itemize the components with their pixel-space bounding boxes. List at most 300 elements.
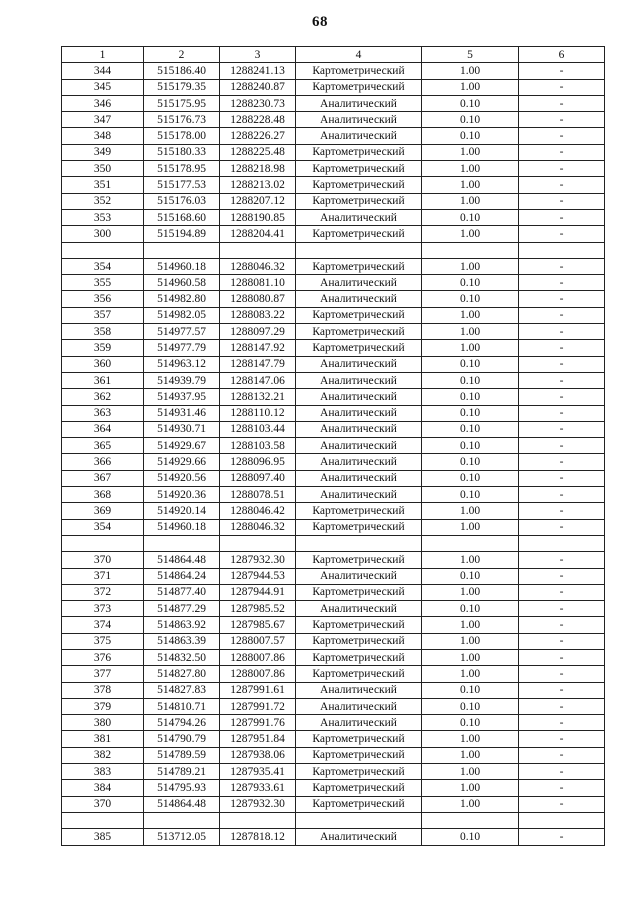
table-row: [62, 405, 605, 421]
table-row: [62, 95, 605, 111]
table-cell: Картометрический: [296, 307, 422, 323]
table-cell: 1288225.48: [220, 144, 296, 160]
table-row: [62, 291, 605, 307]
table-cell: 1288147.79: [220, 356, 296, 372]
table-cell: [62, 242, 144, 258]
table-cell: 381: [62, 731, 144, 747]
table-cell: Картометрический: [296, 144, 422, 160]
column-header: 2: [144, 47, 220, 63]
table-row: [62, 552, 605, 568]
table-cell: -: [519, 503, 605, 519]
table-cell: 514789.59: [144, 747, 220, 763]
table-cell: Картометрический: [296, 79, 422, 95]
table-cell: -: [519, 226, 605, 242]
table-cell: Картометрический: [296, 161, 422, 177]
table-row: [62, 601, 605, 617]
table-cell: Картометрический: [296, 780, 422, 796]
table-cell: 514960.58: [144, 275, 220, 291]
table-cell: 361: [62, 372, 144, 388]
table-cell: 370: [62, 796, 144, 812]
table-cell: 349: [62, 144, 144, 160]
table-cell: Картометрический: [296, 63, 422, 79]
table-cell: 0.10: [422, 389, 519, 405]
table-cell: Аналитический: [296, 568, 422, 584]
table-row: [62, 633, 605, 649]
table-cell: 0.10: [422, 454, 519, 470]
table-cell: -: [519, 421, 605, 437]
table-cell: 1287991.72: [220, 698, 296, 714]
table-cell: [519, 812, 605, 828]
table-cell: -: [519, 291, 605, 307]
table-cell: 0.10: [422, 601, 519, 617]
table-cell: 375: [62, 633, 144, 649]
table-cell: 1.00: [422, 307, 519, 323]
table-cell: 368: [62, 487, 144, 503]
table-cell: 367: [62, 470, 144, 486]
table-cell: Картометрический: [296, 666, 422, 682]
table-row: [62, 144, 605, 160]
table-cell: Аналитический: [296, 128, 422, 144]
table-cell: 1288007.86: [220, 666, 296, 682]
table-row: [62, 193, 605, 209]
table-row: [62, 649, 605, 665]
table-cell: Картометрический: [296, 552, 422, 568]
table-cell: -: [519, 715, 605, 731]
table-cell: 384: [62, 780, 144, 796]
table-row: [62, 63, 605, 79]
table-cell: 514863.39: [144, 633, 220, 649]
table-cell: -: [519, 389, 605, 405]
table-cell: -: [519, 633, 605, 649]
table-cell: Картометрический: [296, 731, 422, 747]
table-cell: 514977.79: [144, 340, 220, 356]
table-cell: 1.00: [422, 552, 519, 568]
table-cell: 364: [62, 421, 144, 437]
table-cell: 1.00: [422, 617, 519, 633]
table-cell: Аналитический: [296, 454, 422, 470]
table-cell: 514960.18: [144, 258, 220, 274]
table-row: [62, 324, 605, 340]
table-cell: 362: [62, 389, 144, 405]
table-cell: -: [519, 617, 605, 633]
table-cell: 1287933.61: [220, 780, 296, 796]
table-cell: -: [519, 764, 605, 780]
table-row: [62, 747, 605, 763]
table-cell: 1288046.32: [220, 258, 296, 274]
table-cell: 377: [62, 666, 144, 682]
table-cell: 515178.95: [144, 161, 220, 177]
table-cell: 515175.95: [144, 95, 220, 111]
table-cell: 1.00: [422, 796, 519, 812]
table-cell: 0.10: [422, 405, 519, 421]
table-cell: 515177.53: [144, 177, 220, 193]
table-cell: 379: [62, 698, 144, 714]
table-cell: 351: [62, 177, 144, 193]
table-cell: 513712.05: [144, 829, 220, 845]
table-cell: -: [519, 63, 605, 79]
table-cell: 1.00: [422, 764, 519, 780]
table-cell: -: [519, 829, 605, 845]
table-cell: 369: [62, 503, 144, 519]
table-cell: 1288213.02: [220, 177, 296, 193]
table-cell: 1287938.06: [220, 747, 296, 763]
table-cell: 1287951.84: [220, 731, 296, 747]
table-cell: 365: [62, 438, 144, 454]
table-cell: [296, 242, 422, 258]
table-row: [62, 79, 605, 95]
table-cell: -: [519, 584, 605, 600]
table-cell: Аналитический: [296, 715, 422, 731]
table-cell: Аналитический: [296, 470, 422, 486]
table-cell: 1288103.44: [220, 421, 296, 437]
table-cell: 1.00: [422, 666, 519, 682]
table-cell: -: [519, 682, 605, 698]
table-cell: 1288046.42: [220, 503, 296, 519]
table-cell: Аналитический: [296, 112, 422, 128]
table-cell: 1288230.73: [220, 95, 296, 111]
table-cell: 0.10: [422, 715, 519, 731]
table-cell: 1287944.91: [220, 584, 296, 600]
table-cell: Картометрический: [296, 617, 422, 633]
table-cell: 1288103.58: [220, 438, 296, 454]
table-cell: 1288046.32: [220, 519, 296, 535]
table-cell: 0.10: [422, 438, 519, 454]
table-cell: 373: [62, 601, 144, 617]
table-cell: 514920.14: [144, 503, 220, 519]
table-cell: Аналитический: [296, 95, 422, 111]
table-cell: 385: [62, 829, 144, 845]
table-row: [62, 568, 605, 584]
table-cell: 378: [62, 682, 144, 698]
table-cell: 514789.21: [144, 764, 220, 780]
table-row: [62, 258, 605, 274]
table-cell: 515180.33: [144, 144, 220, 160]
table-cell: 366: [62, 454, 144, 470]
table-row: [62, 307, 605, 323]
table-cell: [144, 242, 220, 258]
table-cell: 1.00: [422, 226, 519, 242]
table-cell: 0.10: [422, 568, 519, 584]
table-row: [62, 796, 605, 812]
table-cell: Картометрический: [296, 633, 422, 649]
table-cell: 348: [62, 128, 144, 144]
table-cell: 1.00: [422, 633, 519, 649]
table-cell: -: [519, 731, 605, 747]
table-row: [62, 356, 605, 372]
table-cell: [422, 535, 519, 551]
table-cell: 514827.83: [144, 682, 220, 698]
column-header: 1: [62, 47, 144, 63]
table-cell: 1287991.76: [220, 715, 296, 731]
table-cell: 360: [62, 356, 144, 372]
table-cell: Аналитический: [296, 275, 422, 291]
table-cell: [422, 242, 519, 258]
table-cell: [144, 812, 220, 828]
table-cell: 350: [62, 161, 144, 177]
table-cell: 514877.40: [144, 584, 220, 600]
table-cell: 514930.71: [144, 421, 220, 437]
table-cell: Картометрический: [296, 258, 422, 274]
page-number: 68: [312, 14, 328, 30]
table-cell: [296, 535, 422, 551]
table-cell: 514929.67: [144, 438, 220, 454]
table-cell: 376: [62, 649, 144, 665]
table-cell: 1.00: [422, 519, 519, 535]
table-cell: -: [519, 324, 605, 340]
table-cell: 1287932.30: [220, 796, 296, 812]
table-cell: 374: [62, 617, 144, 633]
table-cell: Картометрический: [296, 193, 422, 209]
coordinates-table: [61, 46, 605, 846]
table-cell: 514929.66: [144, 454, 220, 470]
table-cell: 515194.89: [144, 226, 220, 242]
table-cell: 1288110.12: [220, 405, 296, 421]
table-cell: 1288080.87: [220, 291, 296, 307]
table-row: [62, 780, 605, 796]
table-cell: -: [519, 144, 605, 160]
table-cell: -: [519, 649, 605, 665]
table-cell: Аналитический: [296, 372, 422, 388]
table-cell: 1288083.22: [220, 307, 296, 323]
table-cell: -: [519, 258, 605, 274]
table-cell: 1.00: [422, 747, 519, 763]
table-cell: 514931.46: [144, 405, 220, 421]
table-cell: 0.10: [422, 291, 519, 307]
table-cell: -: [519, 356, 605, 372]
table-cell: [220, 535, 296, 551]
table-cell: 514827.80: [144, 666, 220, 682]
table-cell: 515178.00: [144, 128, 220, 144]
table-spacer-row: [62, 242, 605, 258]
table-cell: 1288097.29: [220, 324, 296, 340]
table-cell: 514937.95: [144, 389, 220, 405]
table-row: [62, 617, 605, 633]
table-cell: Аналитический: [296, 389, 422, 405]
table-cell: [519, 242, 605, 258]
table-row: [62, 454, 605, 470]
table-spacer-row: [62, 812, 605, 828]
table-cell: 372: [62, 584, 144, 600]
table-cell: Аналитический: [296, 291, 422, 307]
table-row: [62, 503, 605, 519]
table-cell: -: [519, 568, 605, 584]
table-cell: 371: [62, 568, 144, 584]
table-cell: Аналитический: [296, 682, 422, 698]
table-cell: 1288007.57: [220, 633, 296, 649]
table-cell: 515186.40: [144, 63, 220, 79]
table-cell: 514864.48: [144, 796, 220, 812]
table-cell: 1.00: [422, 144, 519, 160]
table-row: [62, 519, 605, 535]
table-cell: 1287935.41: [220, 764, 296, 780]
table-row: [62, 698, 605, 714]
table-cell: 1288147.92: [220, 340, 296, 356]
table-cell: 514810.71: [144, 698, 220, 714]
column-header: 5: [422, 47, 519, 63]
table-cell: 1287932.30: [220, 552, 296, 568]
table-cell: 514864.24: [144, 568, 220, 584]
column-header: 3: [220, 47, 296, 63]
table-cell: 514864.48: [144, 552, 220, 568]
table-cell: 1288078.51: [220, 487, 296, 503]
table-row: [62, 340, 605, 356]
table-cell: Аналитический: [296, 356, 422, 372]
table-cell: -: [519, 340, 605, 356]
table-cell: -: [519, 487, 605, 503]
table-row: [62, 209, 605, 225]
table-row: [62, 715, 605, 731]
table-cell: 1288226.27: [220, 128, 296, 144]
table-cell: -: [519, 796, 605, 812]
table-cell: 1.00: [422, 177, 519, 193]
column-header: 4: [296, 47, 422, 63]
table-cell: Аналитический: [296, 209, 422, 225]
table-cell: -: [519, 747, 605, 763]
table-row: [62, 128, 605, 144]
table-cell: 1287944.53: [220, 568, 296, 584]
table-cell: 0.10: [422, 95, 519, 111]
table-cell: 514963.12: [144, 356, 220, 372]
table-cell: Картометрический: [296, 519, 422, 535]
table-row: [62, 177, 605, 193]
table-cell: 1288081.10: [220, 275, 296, 291]
table-cell: 344: [62, 63, 144, 79]
table-cell: 300: [62, 226, 144, 242]
table-row: [62, 275, 605, 291]
table-cell: 380: [62, 715, 144, 731]
table-cell: 515176.03: [144, 193, 220, 209]
table-cell: 1.00: [422, 584, 519, 600]
table-cell: -: [519, 552, 605, 568]
table-row: [62, 584, 605, 600]
table-cell: 1288132.21: [220, 389, 296, 405]
table-cell: 1.00: [422, 63, 519, 79]
table-cell: 1.00: [422, 79, 519, 95]
table-cell: 514939.79: [144, 372, 220, 388]
table-cell: [296, 812, 422, 828]
table-cell: 345: [62, 79, 144, 95]
table-cell: -: [519, 698, 605, 714]
table-cell: Картометрический: [296, 764, 422, 780]
table-cell: -: [519, 405, 605, 421]
table-cell: 1287818.12: [220, 829, 296, 845]
table-spacer-row: [62, 535, 605, 551]
table-row: [62, 731, 605, 747]
table-cell: 1288190.85: [220, 209, 296, 225]
table-row: [62, 682, 605, 698]
table-cell: -: [519, 209, 605, 225]
table-row: [62, 438, 605, 454]
table-cell: 0.10: [422, 829, 519, 845]
table-cell: 0.10: [422, 698, 519, 714]
table-cell: 1.00: [422, 324, 519, 340]
table-cell: 0.10: [422, 275, 519, 291]
table-cell: 346: [62, 95, 144, 111]
table-cell: 515176.73: [144, 112, 220, 128]
table-cell: [62, 812, 144, 828]
table-cell: Картометрический: [296, 324, 422, 340]
table-cell: 1287985.67: [220, 617, 296, 633]
table-cell: -: [519, 519, 605, 535]
table-cell: 355: [62, 275, 144, 291]
table-cell: 383: [62, 764, 144, 780]
table-cell: Картометрический: [296, 177, 422, 193]
table-cell: 0.10: [422, 421, 519, 437]
table-cell: 1.00: [422, 193, 519, 209]
table-cell: Аналитический: [296, 438, 422, 454]
table-cell: 354: [62, 519, 144, 535]
table-cell: Картометрический: [296, 584, 422, 600]
table-row: [62, 161, 605, 177]
table-cell: 1288096.95: [220, 454, 296, 470]
table-row: [62, 487, 605, 503]
table-cell: Картометрический: [296, 796, 422, 812]
table-cell: 1287985.52: [220, 601, 296, 617]
table-cell: Аналитический: [296, 829, 422, 845]
table-row: [62, 829, 605, 845]
table-cell: Аналитический: [296, 487, 422, 503]
table-header-row: [62, 47, 605, 63]
table-row: [62, 764, 605, 780]
table-cell: 514832.50: [144, 649, 220, 665]
table-row: [62, 226, 605, 242]
table-cell: 358: [62, 324, 144, 340]
table-cell: 514920.56: [144, 470, 220, 486]
table-cell: 514960.18: [144, 519, 220, 535]
table-cell: 356: [62, 291, 144, 307]
table-cell: 0.10: [422, 128, 519, 144]
table-cell: [220, 242, 296, 258]
table-cell: 0.10: [422, 487, 519, 503]
table-row: [62, 372, 605, 388]
table-cell: 514863.92: [144, 617, 220, 633]
table-cell: [422, 812, 519, 828]
table-cell: 515168.60: [144, 209, 220, 225]
table-cell: 0.10: [422, 682, 519, 698]
table-cell: Картометрический: [296, 226, 422, 242]
column-header: 6: [519, 47, 605, 63]
table-cell: 514877.29: [144, 601, 220, 617]
table-cell: 514790.79: [144, 731, 220, 747]
table-cell: 1288207.12: [220, 193, 296, 209]
table-cell: 1288007.86: [220, 649, 296, 665]
table-cell: 0.10: [422, 112, 519, 128]
table-cell: 514795.93: [144, 780, 220, 796]
table-cell: 352: [62, 193, 144, 209]
table-cell: Картометрический: [296, 340, 422, 356]
table-cell: 515179.35: [144, 79, 220, 95]
table-body: [62, 63, 605, 845]
table-cell: Аналитический: [296, 601, 422, 617]
table-cell: 0.10: [422, 209, 519, 225]
table-row: [62, 389, 605, 405]
table-row: [62, 112, 605, 128]
table-cell: 1288097.40: [220, 470, 296, 486]
table-cell: -: [519, 161, 605, 177]
table-cell: 353: [62, 209, 144, 225]
table-cell: 514982.80: [144, 291, 220, 307]
table-row: [62, 421, 605, 437]
table-cell: 514977.57: [144, 324, 220, 340]
table-cell: 382: [62, 747, 144, 763]
table-cell: 370: [62, 552, 144, 568]
table-cell: [144, 535, 220, 551]
table-cell: 1.00: [422, 340, 519, 356]
table-cell: 1288240.87: [220, 79, 296, 95]
table-cell: -: [519, 666, 605, 682]
table-cell: 0.10: [422, 470, 519, 486]
table-cell: -: [519, 193, 605, 209]
